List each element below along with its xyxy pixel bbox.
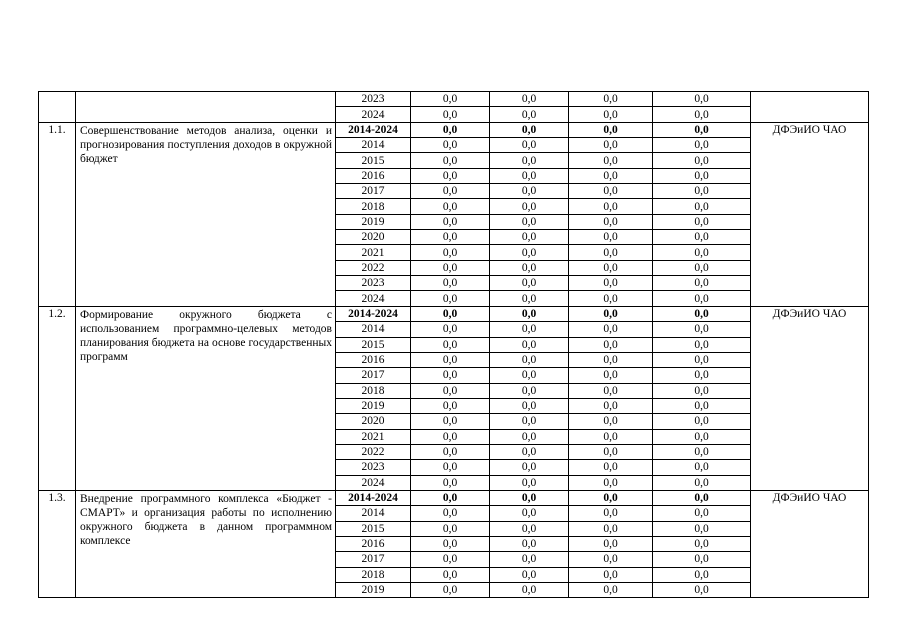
year-cell: 2014-2024	[336, 306, 411, 321]
value-cell: 0,0	[653, 521, 751, 536]
value-cell: 0,0	[653, 92, 751, 107]
year-cell: 2024	[336, 107, 411, 122]
value-cell: 0,0	[653, 199, 751, 214]
value-cell: 0,0	[569, 153, 653, 168]
value-cell: 0,0	[490, 230, 569, 245]
value-cell: 0,0	[569, 583, 653, 598]
value-cell: 0,0	[653, 322, 751, 337]
value-cell: 0,0	[653, 291, 751, 306]
year-cell: 2021	[336, 429, 411, 444]
value-cell: 0,0	[569, 199, 653, 214]
year-cell: 2014-2024	[336, 122, 411, 137]
value-cell: 0,0	[490, 368, 569, 383]
value-cell: 0,0	[490, 168, 569, 183]
total-row	[39, 490, 869, 505]
year-cell: 2020	[336, 414, 411, 429]
value-cell: 0,0	[411, 475, 490, 490]
value-cell: 0,0	[569, 276, 653, 291]
responsible-department: ДФЭиИО ЧАО	[751, 122, 869, 306]
value-cell: 0,0	[569, 536, 653, 551]
value-cell: 0,0	[490, 521, 569, 536]
value-cell: 0,0	[653, 567, 751, 582]
total-row	[39, 122, 869, 137]
value-cell: 0,0	[490, 490, 569, 505]
value-cell: 0,0	[569, 475, 653, 490]
value-cell: 0,0	[411, 583, 490, 598]
year-cell: 2016	[336, 536, 411, 551]
value-cell: 0,0	[653, 460, 751, 475]
year-cell: 2017	[336, 552, 411, 567]
value-cell: 0,0	[569, 245, 653, 260]
year-cell: 2015	[336, 521, 411, 536]
value-cell: 0,0	[653, 168, 751, 183]
value-cell: 0,0	[569, 291, 653, 306]
value-cell: 0,0	[411, 490, 490, 505]
value-cell: 0,0	[490, 429, 569, 444]
value-cell: 0,0	[411, 245, 490, 260]
year-cell: 2014	[336, 322, 411, 337]
year-cell: 2019	[336, 214, 411, 229]
value-cell: 0,0	[490, 383, 569, 398]
value-cell: 0,0	[569, 122, 653, 137]
value-cell: 0,0	[569, 214, 653, 229]
value-cell: 0,0	[653, 230, 751, 245]
value-cell: 0,0	[653, 184, 751, 199]
year-cell: 2016	[336, 352, 411, 367]
value-cell: 0,0	[411, 92, 490, 107]
value-cell: 0,0	[411, 260, 490, 275]
value-cell: 0,0	[490, 199, 569, 214]
year-cell: 2014-2024	[336, 490, 411, 505]
value-cell: 0,0	[569, 306, 653, 321]
year-cell: 2023	[336, 92, 411, 107]
year-cell: 2021	[336, 245, 411, 260]
value-cell: 0,0	[411, 352, 490, 367]
value-cell: 0,0	[411, 337, 490, 352]
value-cell: 0,0	[490, 138, 569, 153]
value-cell: 0,0	[490, 398, 569, 413]
year-cell: 2018	[336, 567, 411, 582]
value-cell: 0,0	[569, 337, 653, 352]
value-cell: 0,0	[569, 368, 653, 383]
value-cell: 0,0	[569, 230, 653, 245]
value-cell: 0,0	[490, 276, 569, 291]
value-cell: 0,0	[653, 383, 751, 398]
value-cell: 0,0	[569, 567, 653, 582]
value-cell: 0,0	[490, 322, 569, 337]
value-cell: 0,0	[411, 107, 490, 122]
value-cell: 0,0	[653, 368, 751, 383]
value-cell: 0,0	[569, 460, 653, 475]
budget-table	[38, 91, 869, 598]
value-cell: 0,0	[490, 92, 569, 107]
value-cell: 0,0	[411, 230, 490, 245]
value-cell: 0,0	[411, 398, 490, 413]
table-row	[39, 92, 869, 107]
value-cell: 0,0	[569, 414, 653, 429]
value-cell: 0,0	[490, 153, 569, 168]
value-cell: 0,0	[490, 352, 569, 367]
value-cell: 0,0	[411, 536, 490, 551]
value-cell: 0,0	[490, 122, 569, 137]
value-cell: 0,0	[653, 153, 751, 168]
value-cell: 0,0	[411, 138, 490, 153]
value-cell: 0,0	[411, 153, 490, 168]
value-cell: 0,0	[411, 368, 490, 383]
section-description-cell	[76, 92, 336, 123]
value-cell: 0,0	[569, 107, 653, 122]
year-cell: 2015	[336, 153, 411, 168]
value-cell: 0,0	[490, 414, 569, 429]
value-cell: 0,0	[411, 414, 490, 429]
value-cell: 0,0	[569, 506, 653, 521]
value-cell: 0,0	[569, 383, 653, 398]
value-cell: 0,0	[653, 583, 751, 598]
value-cell: 0,0	[653, 444, 751, 459]
year-cell: 2024	[336, 475, 411, 490]
responsible-cell	[751, 92, 869, 123]
value-cell: 0,0	[490, 552, 569, 567]
section-description: Внедрение программного комплекса «Бюджет - СМАРТ» и организация работы по исполнению окружного бюджета в данном программном комплексе	[76, 490, 336, 597]
value-cell: 0,0	[569, 490, 653, 505]
value-cell: 0,0	[569, 184, 653, 199]
value-cell: 0,0	[653, 306, 751, 321]
value-cell: 0,0	[569, 92, 653, 107]
value-cell: 0,0	[569, 521, 653, 536]
value-cell: 0,0	[569, 260, 653, 275]
value-cell: 0,0	[490, 475, 569, 490]
section-description: Формирование окружного бюджета с использованием программно-целевых методов планирования бюджета на основе государственных программ	[76, 306, 336, 490]
value-cell: 0,0	[653, 107, 751, 122]
value-cell: 0,0	[569, 168, 653, 183]
year-cell: 2019	[336, 398, 411, 413]
value-cell: 0,0	[653, 506, 751, 521]
year-cell: 2022	[336, 260, 411, 275]
value-cell: 0,0	[653, 429, 751, 444]
year-cell: 2018	[336, 199, 411, 214]
value-cell: 0,0	[569, 444, 653, 459]
year-cell: 2016	[336, 168, 411, 183]
year-cell: 2014	[336, 506, 411, 521]
value-cell: 0,0	[411, 552, 490, 567]
year-cell: 2024	[336, 291, 411, 306]
year-cell: 2023	[336, 276, 411, 291]
value-cell: 0,0	[411, 322, 490, 337]
value-cell: 0,0	[653, 245, 751, 260]
year-cell: 2023	[336, 460, 411, 475]
value-cell: 0,0	[411, 291, 490, 306]
section-description: Совершенствование методов анализа, оценки и прогнозирования поступления доходов в окружной бюджет	[76, 122, 336, 306]
value-cell: 0,0	[490, 583, 569, 598]
value-cell: 0,0	[653, 138, 751, 153]
total-row	[39, 306, 869, 321]
value-cell: 0,0	[490, 337, 569, 352]
value-cell: 0,0	[653, 398, 751, 413]
section-number: 1.1.	[39, 122, 76, 306]
value-cell: 0,0	[653, 122, 751, 137]
value-cell: 0,0	[569, 429, 653, 444]
section-number: 1.3.	[39, 490, 76, 597]
value-cell: 0,0	[653, 475, 751, 490]
value-cell: 0,0	[411, 429, 490, 444]
year-cell: 2019	[336, 583, 411, 598]
section-number-cell	[39, 92, 76, 123]
value-cell: 0,0	[411, 521, 490, 536]
value-cell: 0,0	[653, 552, 751, 567]
value-cell: 0,0	[653, 490, 751, 505]
value-cell: 0,0	[490, 245, 569, 260]
value-cell: 0,0	[653, 276, 751, 291]
value-cell: 0,0	[653, 414, 751, 429]
responsible-department: ДФЭиИО ЧАО	[751, 490, 869, 597]
value-cell: 0,0	[411, 306, 490, 321]
year-cell: 2018	[336, 383, 411, 398]
year-cell: 2015	[336, 337, 411, 352]
table-body	[39, 92, 869, 598]
value-cell: 0,0	[490, 444, 569, 459]
value-cell: 0,0	[569, 398, 653, 413]
value-cell: 0,0	[490, 506, 569, 521]
value-cell: 0,0	[569, 138, 653, 153]
value-cell: 0,0	[490, 291, 569, 306]
value-cell: 0,0	[411, 506, 490, 521]
value-cell: 0,0	[411, 276, 490, 291]
value-cell: 0,0	[490, 214, 569, 229]
value-cell: 0,0	[490, 306, 569, 321]
year-cell: 2017	[336, 368, 411, 383]
value-cell: 0,0	[411, 444, 490, 459]
value-cell: 0,0	[490, 536, 569, 551]
value-cell: 0,0	[490, 460, 569, 475]
value-cell: 0,0	[490, 184, 569, 199]
value-cell: 0,0	[569, 552, 653, 567]
responsible-department: ДФЭиИО ЧАО	[751, 306, 869, 490]
value-cell: 0,0	[411, 567, 490, 582]
value-cell: 0,0	[569, 322, 653, 337]
value-cell: 0,0	[490, 567, 569, 582]
value-cell: 0,0	[653, 337, 751, 352]
value-cell: 0,0	[411, 199, 490, 214]
value-cell: 0,0	[411, 383, 490, 398]
value-cell: 0,0	[411, 122, 490, 137]
value-cell: 0,0	[411, 168, 490, 183]
value-cell: 0,0	[411, 214, 490, 229]
value-cell: 0,0	[490, 107, 569, 122]
value-cell: 0,0	[653, 352, 751, 367]
value-cell: 0,0	[411, 460, 490, 475]
year-cell: 2022	[336, 444, 411, 459]
value-cell: 0,0	[653, 260, 751, 275]
year-cell: 2017	[336, 184, 411, 199]
value-cell: 0,0	[653, 536, 751, 551]
year-cell: 2014	[336, 138, 411, 153]
value-cell: 0,0	[569, 352, 653, 367]
value-cell: 0,0	[411, 184, 490, 199]
section-number: 1.2.	[39, 306, 76, 490]
value-cell: 0,0	[490, 260, 569, 275]
year-cell: 2020	[336, 230, 411, 245]
value-cell: 0,0	[653, 214, 751, 229]
